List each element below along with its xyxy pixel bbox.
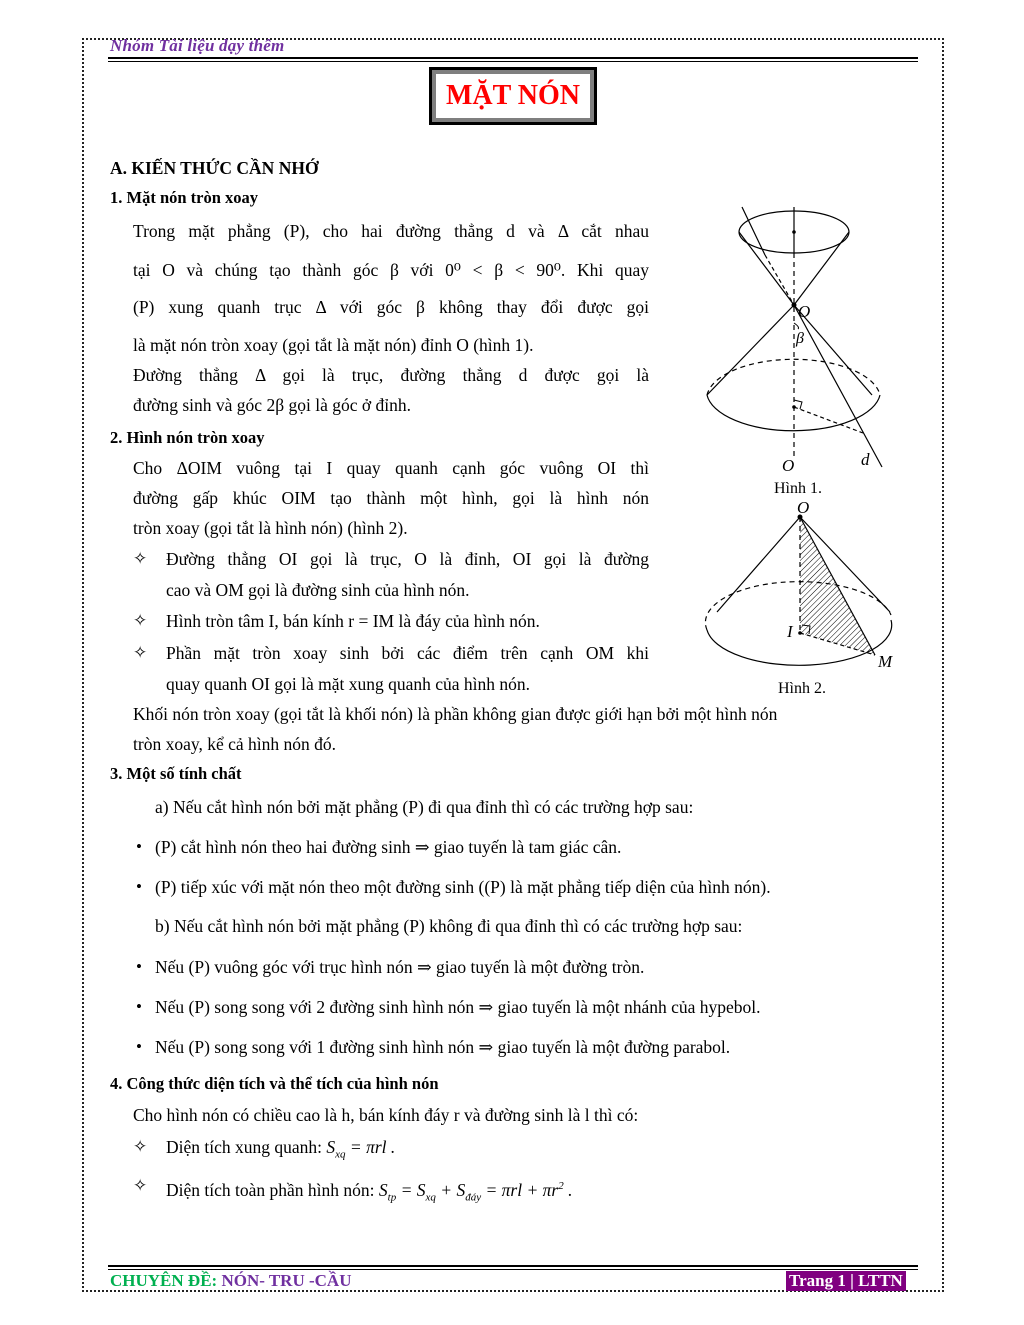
paragraph-line: Cho ΔOIM vuông tại I quay quanh cạnh góc vuông OI thì <box>133 458 649 478</box>
diamond-bullet-icon: ✧ <box>133 643 148 662</box>
paragraph-line: (P) xung quanh trục Δ với góc β không thay đổi được gọi <box>133 297 649 317</box>
list-item: Nếu (P) vuông góc với trục hình nón ⇒ giao tuyến là một đường tròn. <box>155 957 645 977</box>
diamond-bullet-icon: ✧ <box>133 1176 148 1195</box>
dot-bullet-icon: • <box>136 957 142 976</box>
svg-text:O: O <box>797 498 810 517</box>
diamond-bullet-icon: ✧ <box>133 1137 148 1156</box>
figure-1-double-cone <box>690 195 910 485</box>
footer-topic: CHUYÊN ĐỀ: NÓN- TRU -CẦU <box>110 1271 352 1290</box>
svg-text:β: β <box>796 330 804 347</box>
dot-bullet-icon: • <box>136 877 142 896</box>
formula-line <box>166 1137 395 1165</box>
paragraph-line: Khối nón tròn xoay (gọi tắt là khối nón) là phần không gian được giới hạn bởi một hình nón <box>133 704 778 724</box>
paragraph-line: là mặt nón tròn xoay (gọi tắt là mặt nón) đỉnh O (hình 1). <box>133 335 534 355</box>
subsection-heading-2: 2. Hình nón tròn xoay <box>110 428 265 447</box>
list-item: Nếu (P) song song với 2 đường sinh hình nón ⇒ giao tuyến là một nhánh của hypebol. <box>155 997 761 1017</box>
formula-lateral-area: $S_{xq} = \pi rl$ . <box>326 1137 396 1161</box>
paragraph-line: b) Nếu cắt hình nón bởi mặt phẳng (P) không đi qua đỉnh thì có các trường hợp sau: <box>155 916 743 936</box>
figure-1-caption: Hình 1. <box>774 480 822 497</box>
dot-bullet-icon: • <box>136 1037 142 1056</box>
svg-text:O: O <box>782 456 795 475</box>
paragraph-line: đường gấp khúc OIM tạo thành một hình, gọi là hình nón <box>133 488 649 508</box>
list-item: (P) cắt hình nón theo hai đường sinh ⇒ giao tuyến là tam giác cân. <box>155 837 622 857</box>
group-name: Nhóm Tài liệu dạy thêm <box>110 36 285 55</box>
diamond-bullet-icon: ✧ <box>133 549 148 568</box>
footer-divider <box>108 1265 918 1267</box>
subsection-heading-4: 4. Công thức diện tích và thể tích của hình nón <box>110 1074 439 1093</box>
section-heading: A. KIẾN THỨC CẦN NHỚ <box>110 158 319 178</box>
paragraph-line: đường sinh và góc 2β gọi là góc ở đỉnh. <box>133 395 411 415</box>
list-item: Đường thẳng OI gọi là trục, O là đỉnh, OI gọi là đường <box>166 549 649 569</box>
page-title-box <box>429 67 597 125</box>
page-title: MẶT NÓN <box>436 74 590 118</box>
paragraph-line: Đường thẳng Δ gọi là trục, đường thẳng d được gọi là <box>133 365 649 385</box>
svg-text:O: O <box>798 302 811 321</box>
footer-divider-thin <box>108 1269 918 1270</box>
formula-label: Diện tích toàn phần hình nón: <box>166 1179 379 1200</box>
formula-total-area: $S_{tp} = S_{xq} + S_{đáy} = \pi rl + \pi r^2$ . <box>378 1179 573 1204</box>
paragraph-line: Cho hình nón có chiều cao là h, bán kính đáy r và đường sinh là l thì có: <box>133 1105 639 1125</box>
paragraph-line: tại O và chúng tạo thành góc β với 0⁰ < β < 90⁰. Khi quay <box>133 260 649 280</box>
list-item: Hình tròn tâm I, bán kính r = IM là đáy của hình nón. <box>166 611 540 631</box>
svg-text:I: I <box>787 622 793 641</box>
subsection-heading-3: 3. Một số tính chất <box>110 764 242 783</box>
formula-label: Diện tích xung quanh: <box>166 1137 327 1157</box>
diamond-bullet-icon: ✧ <box>133 611 148 630</box>
list-item: cao và OM gọi là đường sinh của hình nón. <box>166 580 470 600</box>
figure-2-cone <box>690 495 910 685</box>
paragraph-line: tròn xoay, kể cả hình nón đó. <box>133 734 336 754</box>
figure-2-caption: Hình 2. <box>778 680 826 697</box>
header-divider-thin <box>108 61 918 62</box>
list-item: Nếu (P) song song với 1 đường sinh hình nón ⇒ giao tuyến là một đường parabol. <box>155 1037 731 1057</box>
header-divider <box>108 57 918 59</box>
list-item: quay quanh OI gọi là mặt xung quanh của hình nón. <box>166 674 531 694</box>
paragraph-line: a) Nếu cắt hình nón bởi mặt phẳng (P) đi qua đỉnh thì có các trường hợp sau: <box>155 797 694 817</box>
page-number: Trang 1 | LTTN <box>786 1271 906 1291</box>
paragraph-line: tròn xoay (gọi tắt là hình nón) (hình 2). <box>133 518 408 538</box>
paragraph-line: Trong mặt phẳng (P), cho hai đường thẳng d và Δ cắt nhau <box>133 221 649 241</box>
dot-bullet-icon: • <box>136 997 142 1016</box>
svg-text:d: d <box>861 450 870 469</box>
subsection-heading-1: 1. Mặt nón tròn xoay <box>110 188 259 207</box>
dot-bullet-icon: • <box>136 837 142 856</box>
formula-line <box>166 1176 573 1207</box>
list-item: Phần mặt tròn xoay sinh bởi các điểm trên cạnh OM khi <box>166 643 649 663</box>
svg-text:M: M <box>878 652 893 671</box>
list-item: (P) tiếp xúc với mặt nón theo một đường sinh ((P) là mặt phẳng tiếp diện của hình nón). <box>155 877 771 897</box>
